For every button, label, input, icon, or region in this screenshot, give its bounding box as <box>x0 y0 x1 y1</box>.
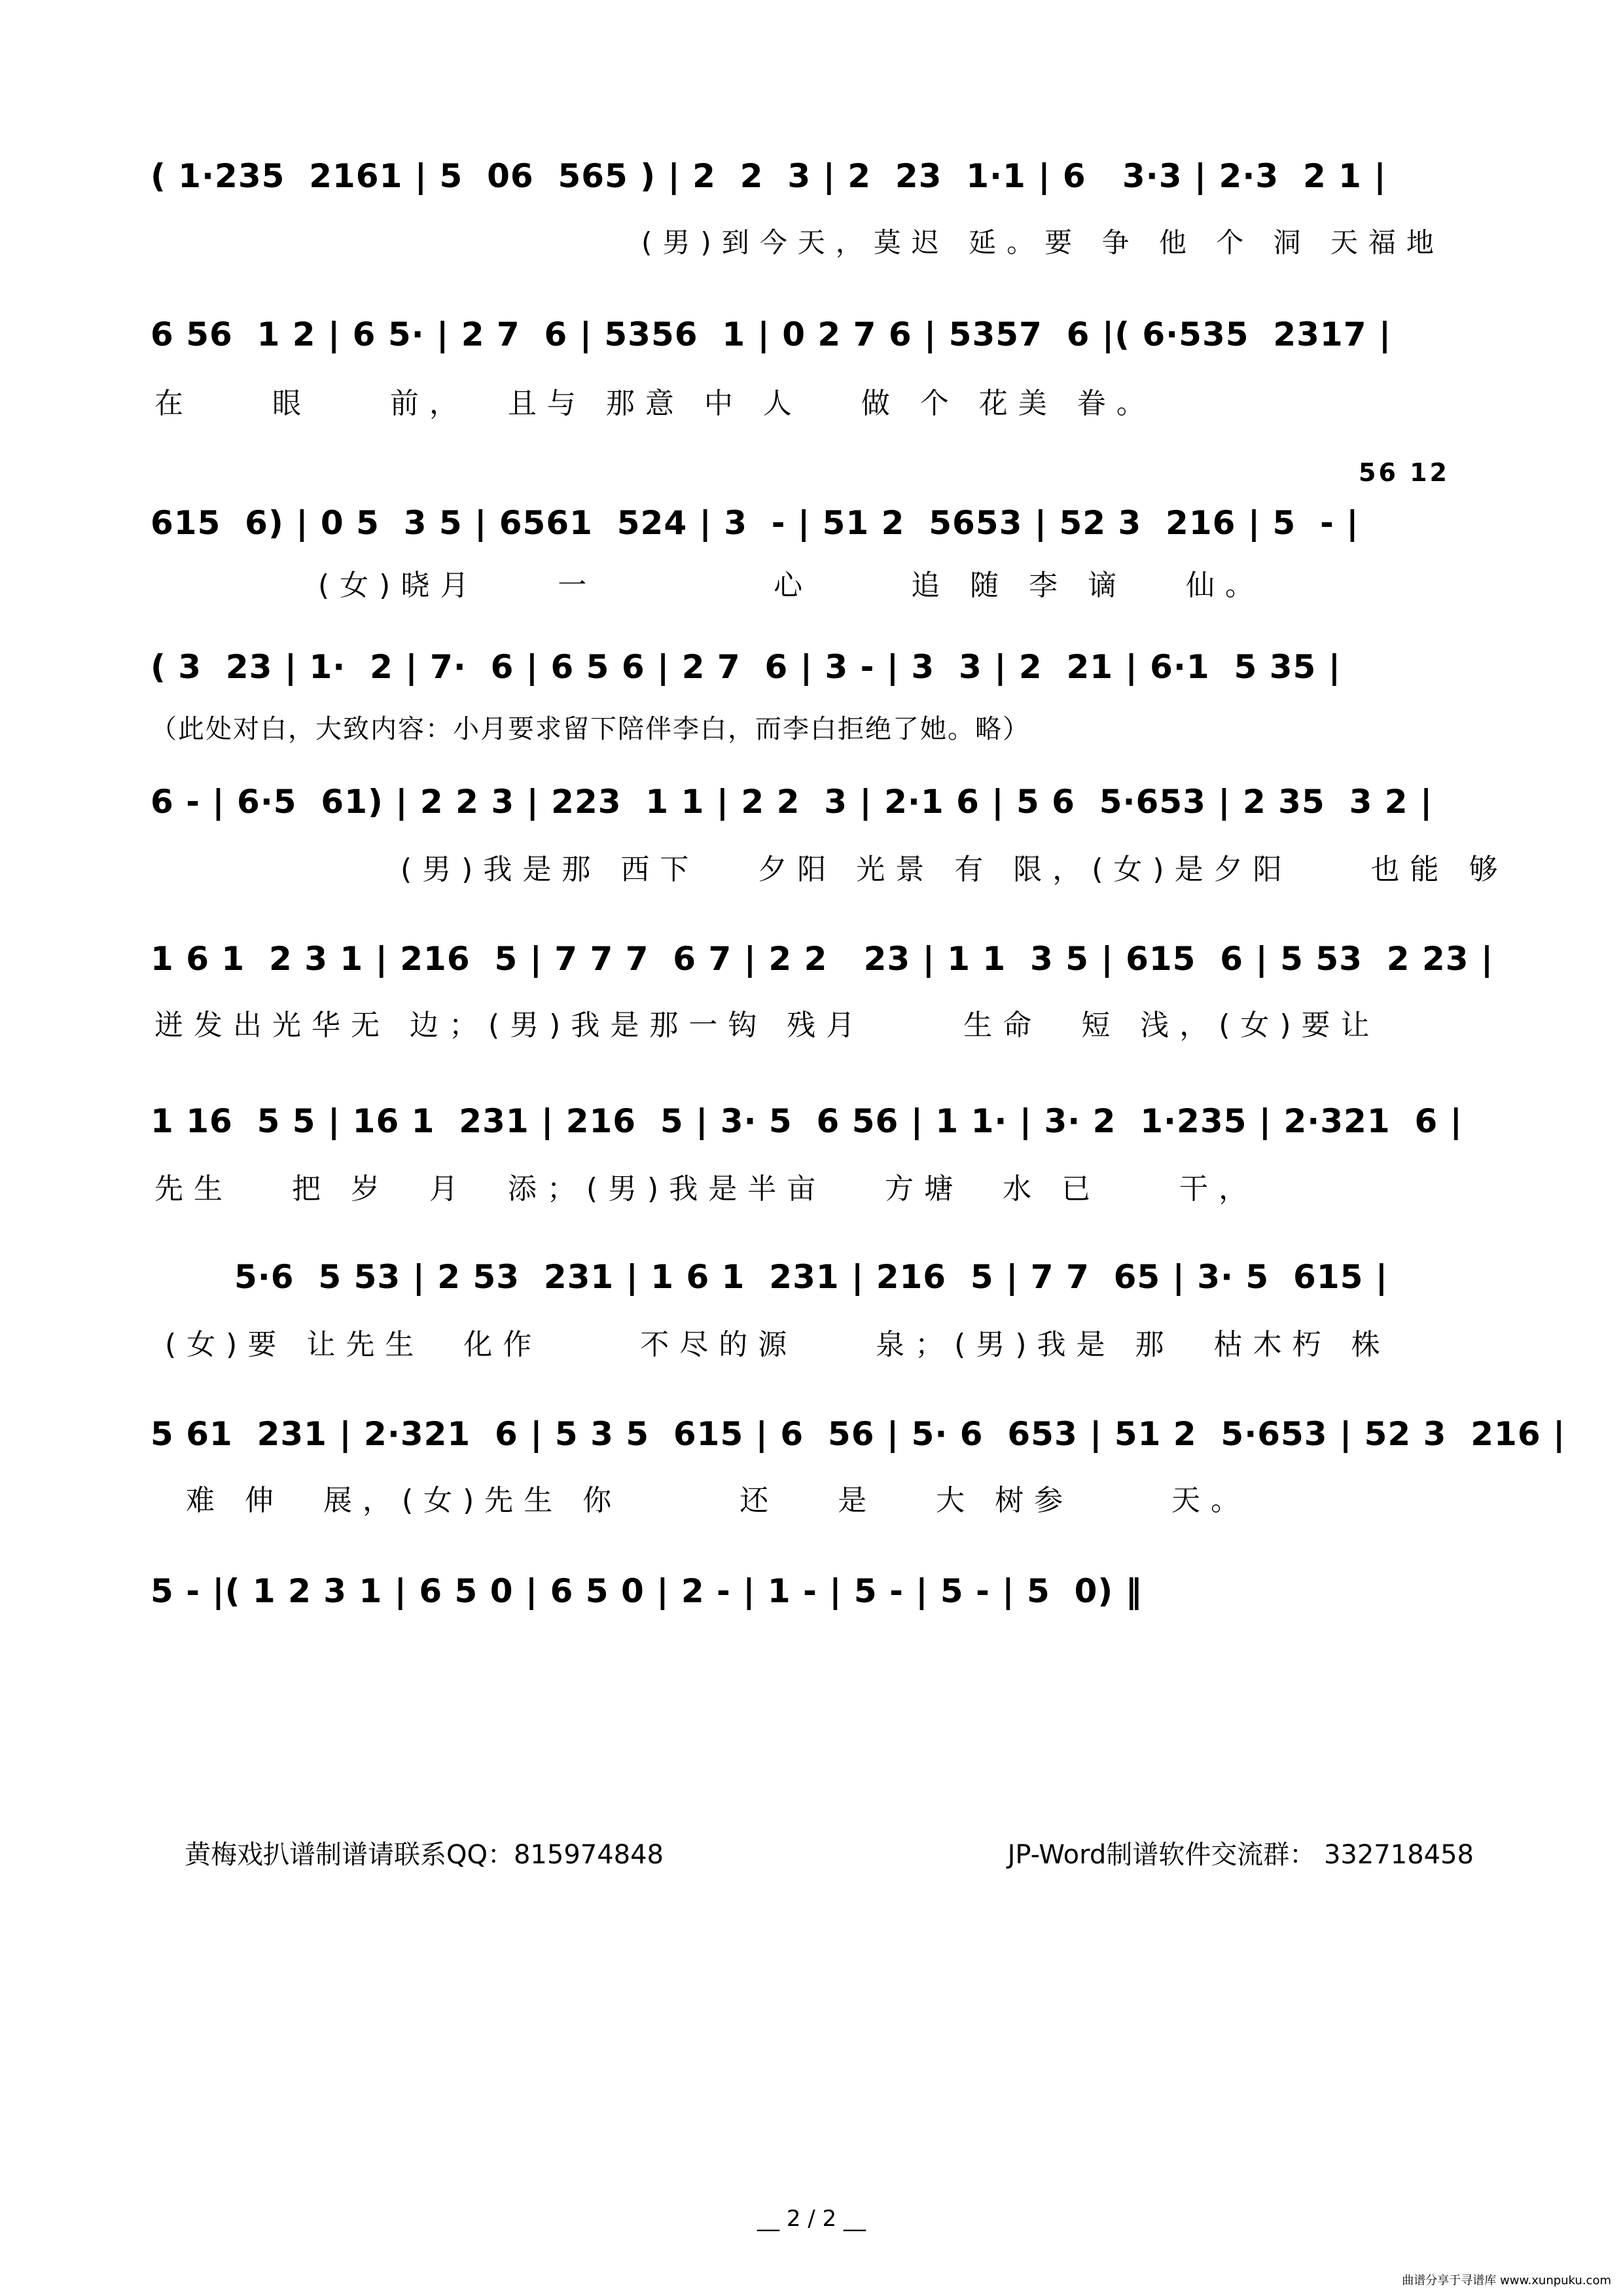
lyrics-row-1: (男)到今天，莫迟 延。要 争 他 个 洞 天福地 <box>641 226 1444 259</box>
lyrics-row-3: (女)晓月 一 心 追 随 李 谪 仙。 <box>318 569 1265 602</box>
notation-row-9: 5 61 231 | 2·321 6 | 5 3 5 615 | 6 56 | 5· 6 653 | 51 2 5·653 | 52 3 216 | <box>151 1415 1566 1453</box>
notation-row-5: 6 - | 6·5 61) | 2 2 3 | 223 1 1 | 2 2 3 | 2·1 6 | 5 6 5·653 | 2 35 3 2 | <box>151 783 1433 821</box>
notation-row-1: ( 1·235 2161 | 5 06 565 ) | 2 2 3 | 2 23 1·1 | 6 3·3 | 2·3 2 1 | <box>151 157 1387 195</box>
notation-row-6: 1 6 1 2 3 1 | 216 5 | 7 7 7 6 7 | 2 2 23 | 1 1 3 5 | 615 6 | 5 53 2 23 | <box>151 940 1494 978</box>
lyrics-row-9: 难 伸 展，(女)先生 你 还 是 大 树参 天。 <box>186 1484 1251 1517</box>
notation-row-3: 615 6) | 0 5 3 5 | 6561 524 | 3 - | 51 2 5653 | 52 3 216 | 5 - | <box>151 504 1359 542</box>
notation-row-10: 5 - |( 1 2 3 1 | 6 5 0 | 6 5 0 | 2 - | 1 - | 5 - | 5 - | 5 0) ‖ <box>151 1572 1143 1610</box>
lyrics-row-7: 先生 把 岁 月 添；(男)我是半亩 方塘 水 已 干， <box>154 1172 1258 1206</box>
page-number: __ 2 / 2 __ <box>757 2206 866 2232</box>
lyrics-row-8: (女)要 让先生 化作 不尽的源 泉；(男)我是 那 枯木朽 株 <box>165 1328 1391 1361</box>
notation-row-7: 1 16 5 5 | 16 1 231 | 216 5 | 3· 5 6 56 | 1 1· | 3· 2 1·235 | 2·321 6 | <box>151 1102 1463 1140</box>
lyrics-row-5: (男)我是那 西下 夕阳 光景 有 限，(女)是夕阳 也能 够 <box>401 853 1508 886</box>
notation-row-4: ( 3 23 | 1· 2 | 7· 6 | 6 5 6 | 2 7 6 | 3 - | 3 3 | 2 21 | 6·1 5 35 | <box>151 648 1341 686</box>
lyrics-row-4: （此处对白，大致内容：小月要求留下陪伴李白，而李白拒绝了她。略） <box>151 714 1030 744</box>
lyrics-row-2: 在 眼 前， 且与 那意 中 人 做 个 花美 眷。 <box>154 387 1156 420</box>
footer-contact-qq: 黄梅戏扒谱制谱请联系QQ：815974848 <box>185 1840 664 1870</box>
grace-note-mark: 56 12 <box>1359 458 1450 487</box>
notation-row-8: 5·6 5 53 | 2 53 231 | 1 6 1 231 | 216 5 | 7 7 65 | 3· 5 615 | <box>234 1258 1389 1296</box>
lyrics-row-6: 迸发出光华无 边；(男)我是那一钩 残月 生命 短 浅，(女)要让 <box>154 1009 1380 1042</box>
notation-row-2: 6 56 1 2 | 6 5· | 2 7 6 | 5356 1 | 0 2 7 6 | 5357 6 |( 6·535 2317 | <box>151 315 1392 353</box>
watermark: 曲谱分享于寻谱库 www.xunpuku.com <box>1402 2274 1611 2287</box>
footer-group-info: JP-Word制谱软件交流群： 332718458 <box>1007 1840 1474 1870</box>
